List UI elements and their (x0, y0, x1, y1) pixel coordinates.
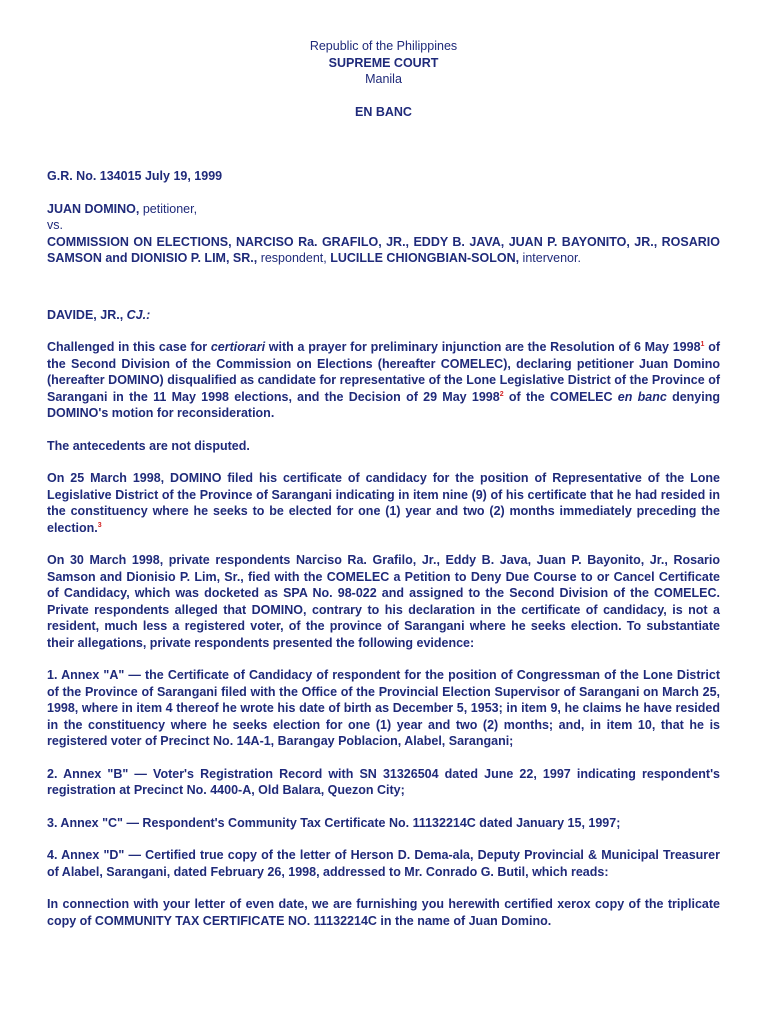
respondents-line (47, 234, 720, 267)
p1-text-c: of the Second Division of the Commission on Elections (hereafter COMELEC), declaring petitioner Juan Domino (hereafter DOMINO) disqualified as candidate for representative of the Lone Legislative District of the Province of Sarangani in the 11 May 1998 elections, and the Decision of 29 May 1998 (47, 340, 720, 404)
p1-text-e: denying DOMINO's motion for reconsideration. (47, 389, 720, 420)
p1-text-a: Challenged in this case for (47, 340, 211, 354)
paragraph-1 (47, 339, 720, 422)
intervenor-name: LUCILLE CHIONGBIAN-SOLON, (330, 251, 520, 265)
petitioner-line (47, 201, 720, 218)
respondents-names: COMMISSION ON ELECTIONS, NARCISO Ra. GRAFILO, JR., EDDY B. JAVA, JUAN P. BAYONITO, JR., ROSARIO SAMSON and DIONISIO P. LIM, SR., (47, 234, 720, 265)
petitioner-role: petitioner, (139, 201, 198, 216)
intervenor-role: intervenor. (519, 251, 581, 265)
p1-italic-en-banc: en banc (617, 389, 667, 404)
author-title: CJ.: (126, 307, 151, 322)
paragraph-2: The antecedents are not disputed. (47, 438, 250, 453)
petitioner-name: JUAN DOMINO, (47, 201, 140, 216)
p1-text-d: of the COMELEC (503, 389, 618, 404)
paragraph-3 (47, 470, 720, 536)
evidence-annex-a: 1. Annex "A" — the Certificate of Candidacy of respondent for the position of Congressman of the Lone District of the Province of Sarangani filed with the Office of the Provincial Election Supervisor of Sarangani on March 25, 1998, where in item 4 thereof he wrote his date of birth as December 5, 1953; in item 9, he claims he have resided in the constituency where he seeks election for one (1) year and two (2) months; and, in item 10, that he is registered voter of Precinct No. 14A-1, Barangay Poblacion, Alabel, Sarangani; (47, 668, 720, 748)
header-city: Manila (365, 72, 402, 86)
paragraph-4: On 30 March 1998, private respondents Narciso Ra. Grafilo, Jr., Eddy B. Java, Juan P. Bayonito, Jr., Rosario Samson and Dionisio P. Lim, Sr., fied with the COMELEC a Petition to Deny Due Course to or Cancel Certificate of Candidacy, which was docketed as SPA No. 98-022 and assigned to the Second Division of the COMELEC. Private respondents alleged that DOMINO, contrary to his declaration in the certificate of candidacy, is not a resident, much less a registered voter, of the province of Sarangani where he seeks election. To substantiate their allegations, private respondents presented the following evidence: (47, 553, 720, 650)
header-country: Republic of the Philippines (309, 39, 458, 53)
header-court: SUPREME COURT (328, 55, 439, 70)
versus: vs. (47, 218, 63, 232)
author-line (47, 307, 720, 324)
p3-text: On 25 March 1998, DOMINO filed his certificate of candidacy for the position of Representative of the Lone Legislative District of the Province of Sarangani indicating in item nine (9) of his certificate that he had resided in the constituency where he seeks to be elected for one (1) year and two (2) months immediately preceding the election. (47, 471, 720, 535)
respondents-role: respondent, (257, 251, 331, 265)
evidence-annex-c: 3. Annex "C" — Respondent's Community Tax Certificate No. 11132214C dated January 15, 1997; (47, 815, 621, 830)
p1-italic-certiorari: certiorari (210, 340, 266, 354)
footnote-ref-3[interactable]: 3 (97, 521, 102, 529)
p1-text-b: with a prayer for preliminary injunction are the Resolution of 6 May 1998 (265, 340, 701, 354)
footnote-ref-1[interactable]: 1 (700, 340, 705, 348)
letter-excerpt: In connection with your letter of even date, we are furnishing you herewith certified xerox copy of the triplicate copy of COMMUNITY TAX CERTIFICATE NO. 11132214C in the name of Juan Domino. (47, 897, 720, 928)
author-name: DAVIDE, JR., (47, 307, 124, 322)
footnote-ref-2[interactable]: 2 (499, 390, 504, 398)
header-division: EN BANC (355, 104, 412, 119)
evidence-annex-d: 4. Annex "D" — Certified true copy of the letter of Herson D. Dema-ala, Deputy Provincial & Municipal Treasurer of Alabel, Sarangani, dated February 26, 1998, addressed to Mr. Conrado G. Butil, which reads: (47, 848, 720, 879)
document-page (47, 38, 720, 929)
evidence-annex-b: 2. Annex "B" — Voter's Registration Record with SN 31326504 dated June 22, 1997 indicating respondent's registration at Precinct No. 4400-A, Old Balara, Quezon City; (47, 766, 720, 797)
case-number: G.R. No. 134015 July 19, 1999 (47, 169, 223, 183)
